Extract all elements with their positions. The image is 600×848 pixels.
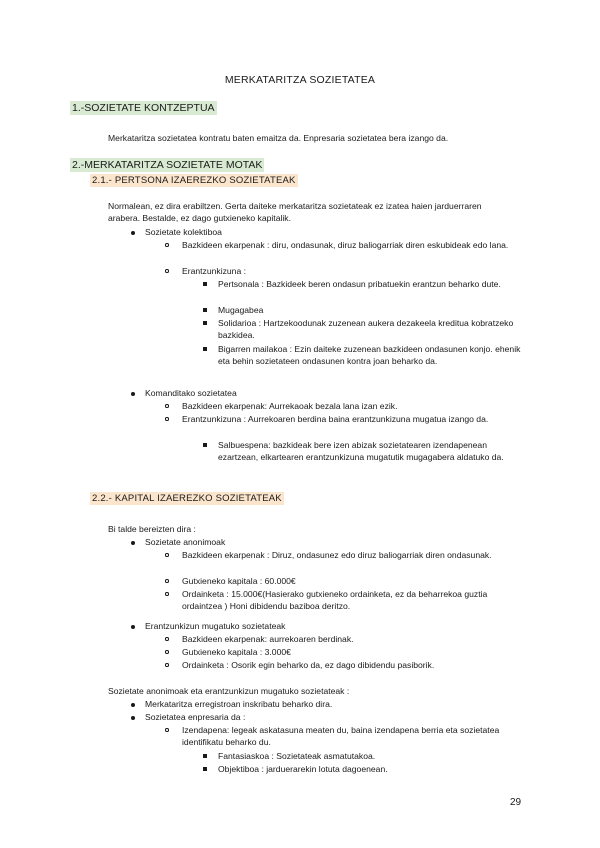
erantzunkizuna-item: Mugagabea: [218, 305, 264, 315]
bullet-disc: [131, 703, 135, 707]
bullet-disc: [131, 541, 135, 545]
izendapena-item: Objektiboa : jarduerarekin lotuta dagoenean.: [218, 764, 388, 774]
document-title: MERKATARITZA SOZIETATEA: [224, 74, 376, 86]
bullet-circle: [165, 728, 169, 732]
bullet-square: [203, 308, 207, 312]
komanditako-erantzunkizuna: Erantzunkizuna : Aurrekoaren berdina baina erantzunkizuna mugatua izango da.: [182, 414, 489, 424]
bullet-square: [203, 347, 207, 351]
bullet-circle: [165, 663, 169, 667]
bullet-disc: [131, 231, 135, 235]
mugatuko-item: Gutxieneko kapitala : 3.000€: [182, 647, 291, 657]
bullet-disc: [131, 716, 135, 720]
page-number: 29: [510, 797, 522, 808]
section-1-heading: 1.-SOZIETATE KONTZEPTUA: [72, 102, 215, 114]
izendapena-item: Fantasiaskoa : Sozietateak asmatutakoa.: [218, 751, 376, 761]
bullet-circle: [165, 404, 169, 408]
anonimoak-label: Sozietate anonimoak: [145, 537, 226, 547]
komanditako-label: Komanditako sozietatea: [145, 388, 237, 398]
section-2-2-intro: Bi talde bereizten dira :: [108, 524, 196, 534]
mugatuko-item: Ordainketa : Osorik egin beharko da, ez dago dibidendu pasiborik.: [182, 660, 435, 670]
bullet-circle: [165, 579, 169, 583]
bullet-circle: [165, 553, 169, 557]
bullet-circle: [165, 417, 169, 421]
bullet-square: [203, 282, 207, 286]
bullet-circle: [165, 243, 169, 247]
biak-item: Sozietatea enpresaria da :: [145, 712, 246, 722]
bullet-circle: [165, 637, 169, 641]
komanditako-salbuespena: Salbuespena: bazkideak bere izen abizak sozietatearen izendapenean ezartzean, elkartearen erantzunkizuna mugatutik mugagabera aldatuko da.: [218, 440, 504, 462]
section-2-1-heading: 2.1.- PERTSONA IZAEREZKO SOZIETATEAK: [92, 175, 296, 186]
kolektiboa-ekarpenak: Bazkideen ekarpenak : diru, ondasunak, diruz baliogarriak diren eskubideak edo lana.: [182, 240, 509, 250]
section-1-text: Merkataritza sozietatea kontratu baten emaitza da. Enpresaria sozietatea bera izango da.: [108, 133, 449, 143]
section-2-2-heading: 2.2.- KAPITAL IZAEREZKO SOZIETATEAK: [92, 493, 282, 504]
bullet-disc: [131, 392, 135, 396]
bullet-square: [203, 754, 207, 758]
mugatuko-label: Erantzunkizun mugatuko sozietateak: [145, 621, 286, 631]
bullet-circle: [165, 592, 169, 596]
kolektiboa-erantzunkizuna: Erantzunkizuna :: [182, 266, 247, 276]
kolektiboa-label: Sozietate kolektiboa: [145, 227, 222, 237]
bullet-square: [203, 443, 207, 447]
komanditako-ekarpenak: Bazkideen ekarpenak: Aurrekaoak bezala lana izan ezik.: [182, 401, 398, 411]
section-2-1-intro: Normalean, ez dira erabiltzen. Gerta daiteke merkataritza sozietateak ez izatea haien jarduerraren arabera. Bestalde, ez dago gutxieneko kapitalik.: [108, 201, 482, 223]
anonimoak-item: Ordainketa : 15.000€(Hasierako gutxieneko ordainketa, ez da beharrekoa guztia ordaintzea ) Honi dibidendu baziboa deritzo.: [182, 589, 488, 611]
erantzunkizuna-item: Bigarren mailakoa : Ezin daiteke zuzenean bazkideen ondasunen konjo. ehenik eta behin sozietateen ondasunen kontra joan beharko da.: [218, 344, 521, 366]
biak-item: Merkataritza erregistroan inskribatu beharko dira.: [145, 699, 333, 709]
bullet-square: [203, 767, 207, 771]
erantzunkizuna-item: Pertsonala : Bazkideek beren ondasun pribatuekin erantzun beharko dute.: [218, 279, 501, 289]
biak-intro: Sozietate anonimoak eta erantzunkizun mugatuko sozietateak :: [108, 686, 350, 696]
bullet-disc: [131, 625, 135, 629]
mugatuko-item: Bazkideen ekarpenak: aurrekoaren berdinak.: [182, 634, 354, 644]
section-2-heading: 2.-MERKATARITZA SOZIETATE MOTAK: [72, 159, 263, 171]
erantzunkizuna-item: Solidarioa : Hartzekoodunak zuzenean aukera dezakeela kreditua kobratzeko bazkidea.: [218, 318, 514, 340]
anonimoak-item: Gutxieneko kapitala : 60.000€: [182, 576, 296, 586]
bullet-circle: [165, 269, 169, 273]
bullet-circle: [165, 650, 169, 654]
biak-izendapena: Izendapena: legeak askatasuna meaten du, baina izendapena berria eta sozietatea identifikatu beharko du.: [182, 725, 500, 747]
bullet-square: [203, 321, 207, 325]
anonimoak-item: Bazkideen ekarpenak : Diruz, ondasunez edo diruz baliogarriak diren ondasunak.: [182, 550, 492, 560]
